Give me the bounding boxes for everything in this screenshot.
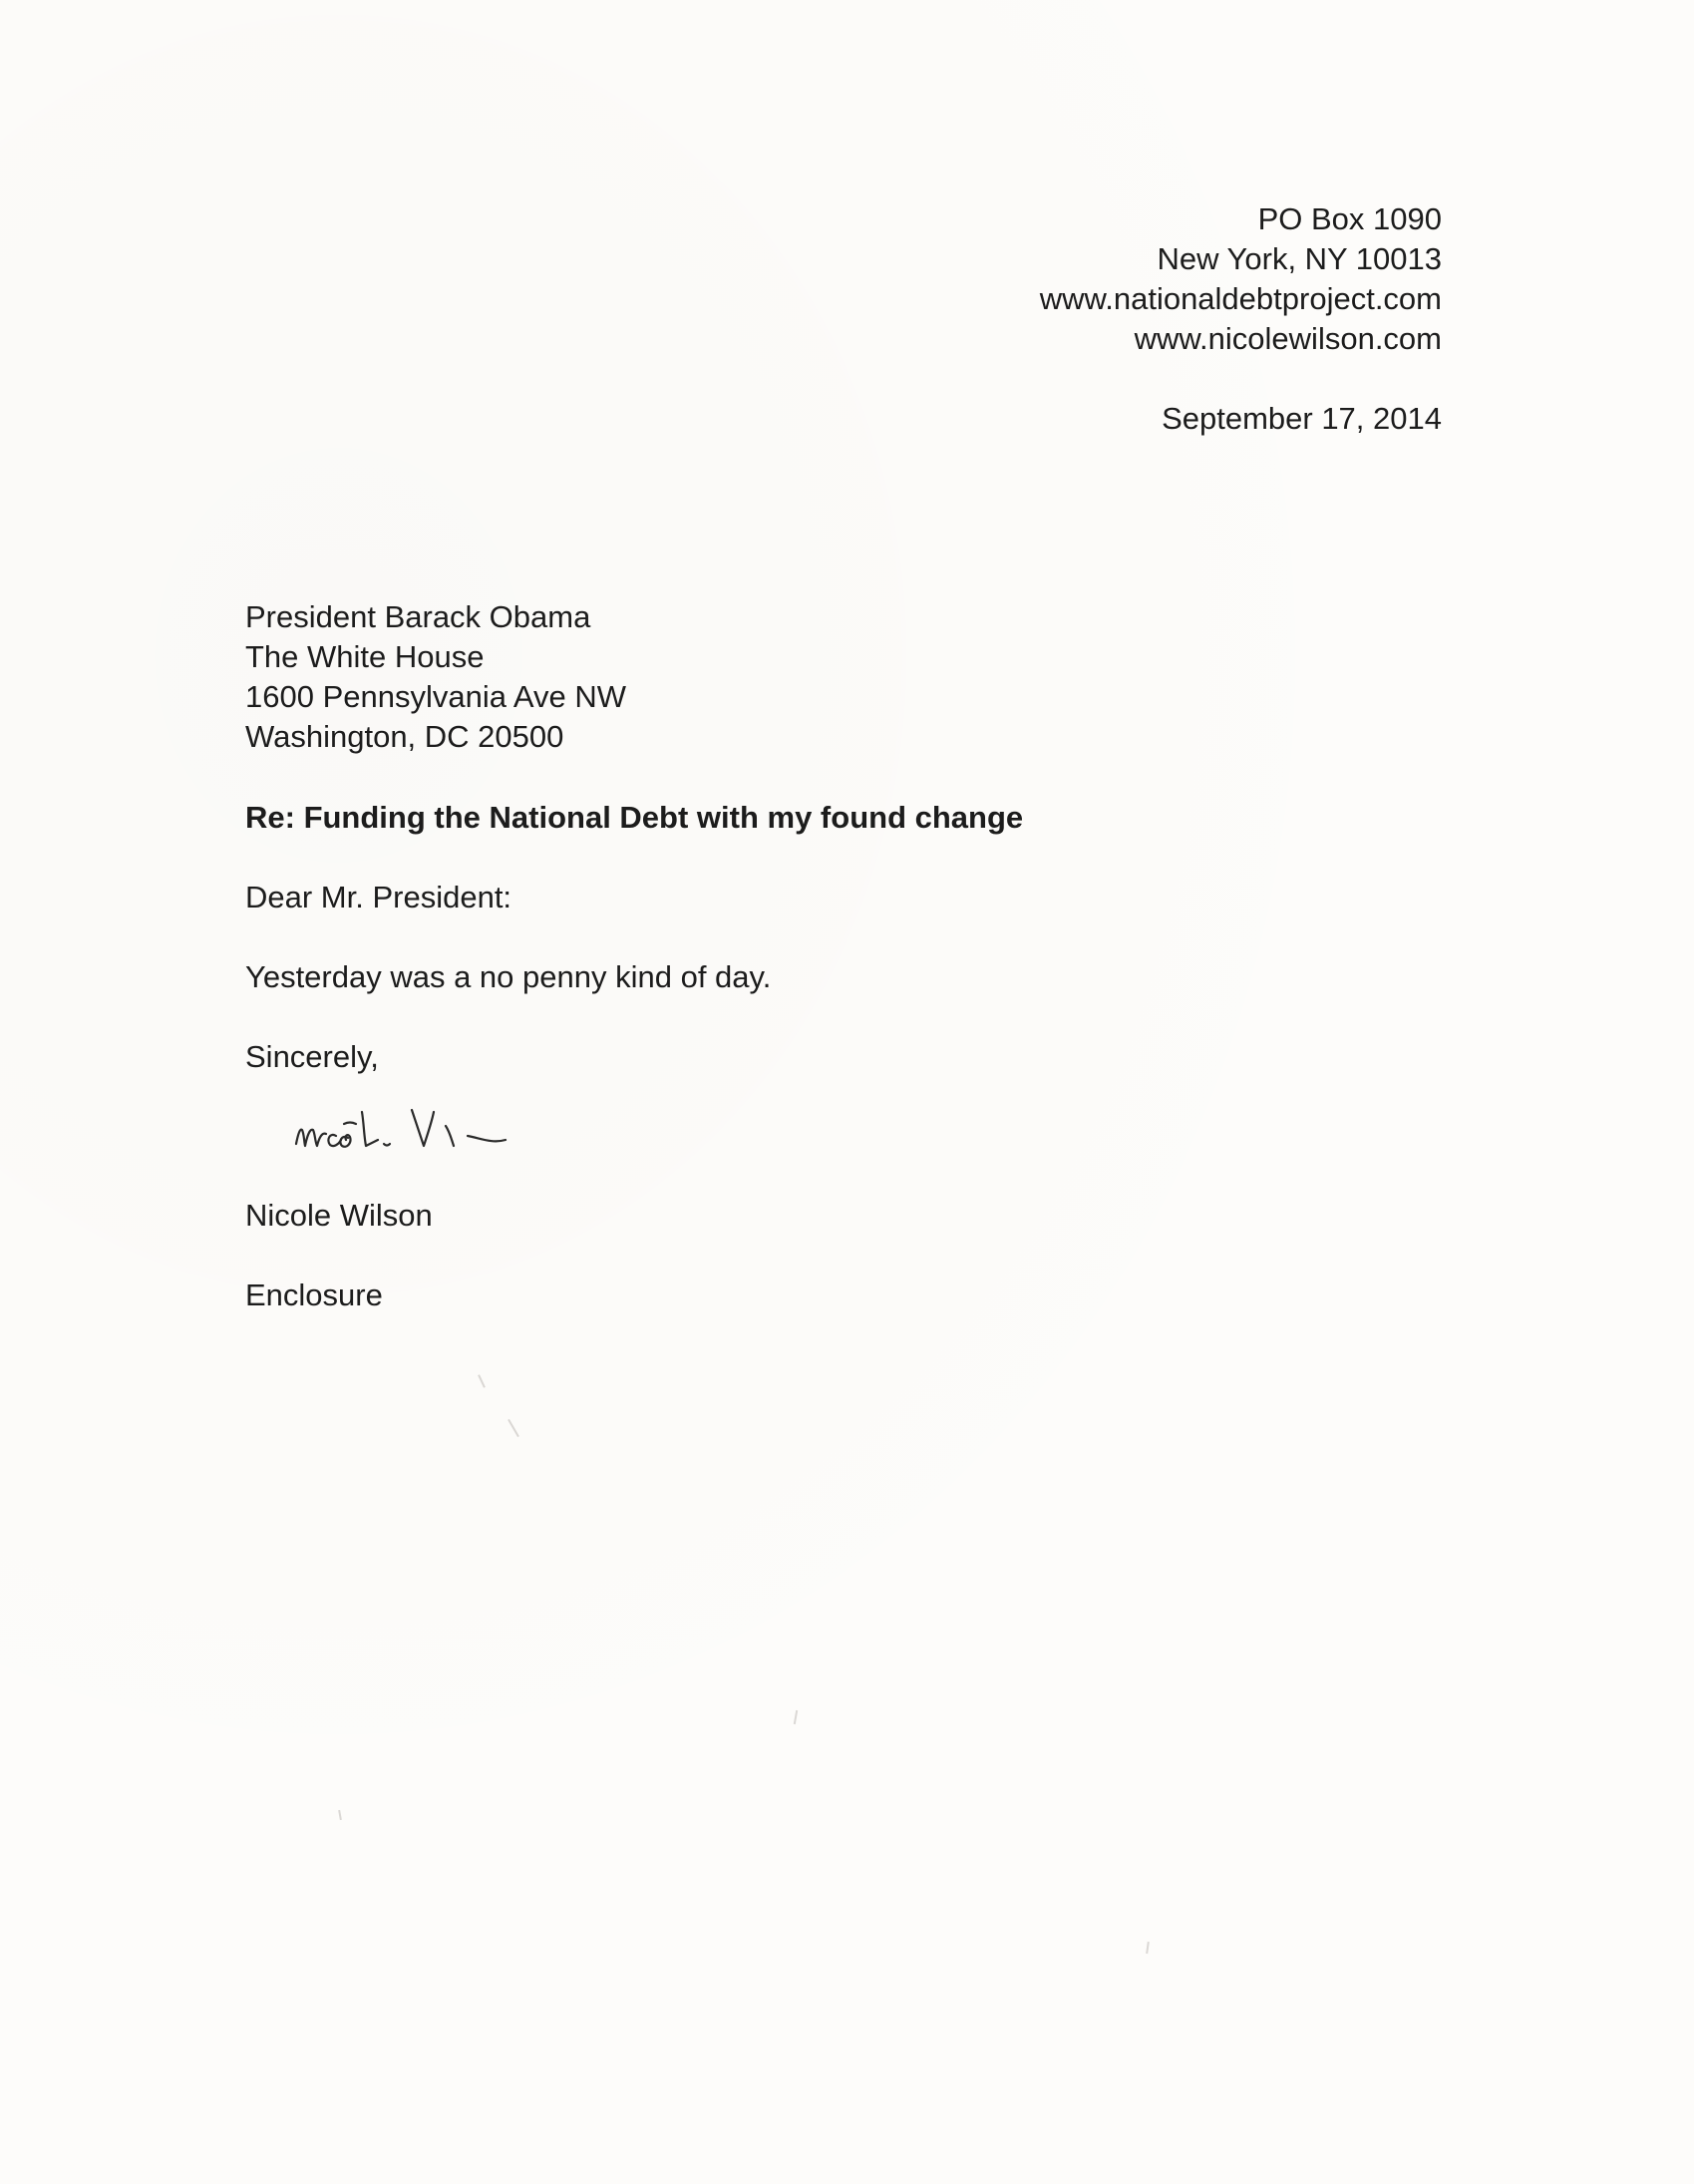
return-address-website: www.nicolewilson.com [1134,321,1442,356]
paper-speck [508,1419,519,1437]
return-address-line: PO Box 1090 [1257,201,1442,236]
closing: Sincerely, [245,1039,379,1074]
recipient-city-state-zip: Washington, DC 20500 [245,719,564,754]
enclosure-note: Enclosure [245,1277,383,1312]
recipient-street: 1600 Pennsylvania Ave NW [245,679,626,714]
subject-line: Re: Funding the National Debt with my found change [245,800,1024,835]
return-address-website: www.nationaldebtproject.com [1039,281,1442,316]
return-address [1040,199,1442,359]
letter-date: September 17, 2014 [1162,401,1442,436]
recipient-address [245,597,626,757]
handwritten-signature [284,1082,613,1172]
paper-speck [338,1810,342,1820]
recipient-organization: The White House [245,639,485,674]
return-address-line: New York, NY 10013 [1157,241,1442,276]
signer-name: Nicole Wilson [245,1198,433,1233]
paper-speck [478,1374,486,1388]
letter-body: Yesterday was a no penny kind of day. [245,959,772,994]
paper-speck [794,1710,798,1724]
paper-speck [1146,1942,1150,1954]
salutation: Dear Mr. President: [245,880,512,914]
recipient-name: President Barack Obama [245,599,591,634]
